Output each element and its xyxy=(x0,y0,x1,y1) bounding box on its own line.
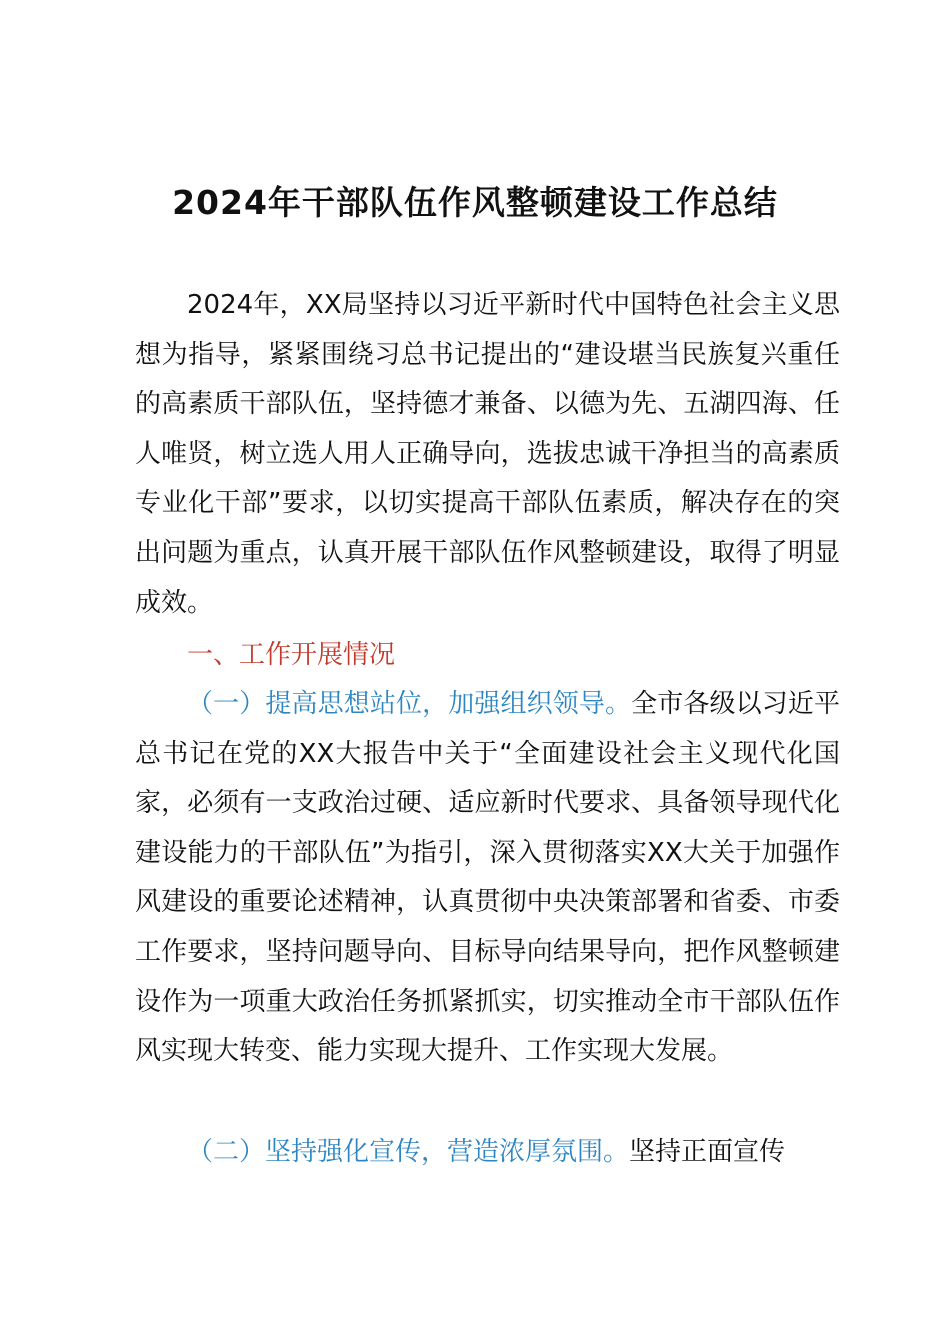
intro-paragraph: 2024年，XX局坚持以习近平新时代中国特色社会主义思想为指导，紧紧围绕习总书记提出的“建设堪当民族复兴重任的高素质干部队伍，坚持德才兼备、以德为先、五湖四海、任人唯贤，树立选人用人正确导向，选拔忠诚干净担当的高素质专业化干部”要求，以切实提高干部队伍素质，解决存在的突出问题为重点，认真开展干部队伍作风整顿建设，取得了明显成效。 xyxy=(135,290,840,618)
item-two-block xyxy=(135,1128,840,1178)
item-one-heading: （一）提高思想站位，加强组织领导。 xyxy=(187,689,632,719)
item-two-paragraph xyxy=(135,1128,840,1178)
intro-block xyxy=(135,281,840,628)
item-one-block xyxy=(135,680,840,1077)
item-one-text: 全市各级以习近平总书记在党的XX大报告中关于“全面建设社会主义现代化国家，必须有一支政治过硬、适应新时代要求、具备领导现代化建设能力的干部队伍”为指引，深入贯彻落实XX大关于加强作风建设的重要论述精神，认真贯彻中央决策部署和省委、市委工作要求，坚持问题导向、目标导向结果导向，把作风整顿建设作为一项重大政治任务抓紧抓实，切实推动全市干部队伍作风实现大转变、能力实现大提升、工作实现大发展。 xyxy=(135,689,840,1067)
section-heading-block xyxy=(135,631,840,681)
document-title: 2024年干部队伍作风整顿建设工作总结 xyxy=(172,183,778,222)
item-two-text: 坚持正面宣传 xyxy=(629,1137,786,1167)
section-heading: 一、工作开展情况 xyxy=(187,640,396,670)
item-two-heading: （二）坚持强化宣传，营造浓厚氛围。 xyxy=(187,1137,630,1167)
item-one-paragraph xyxy=(135,680,840,1077)
